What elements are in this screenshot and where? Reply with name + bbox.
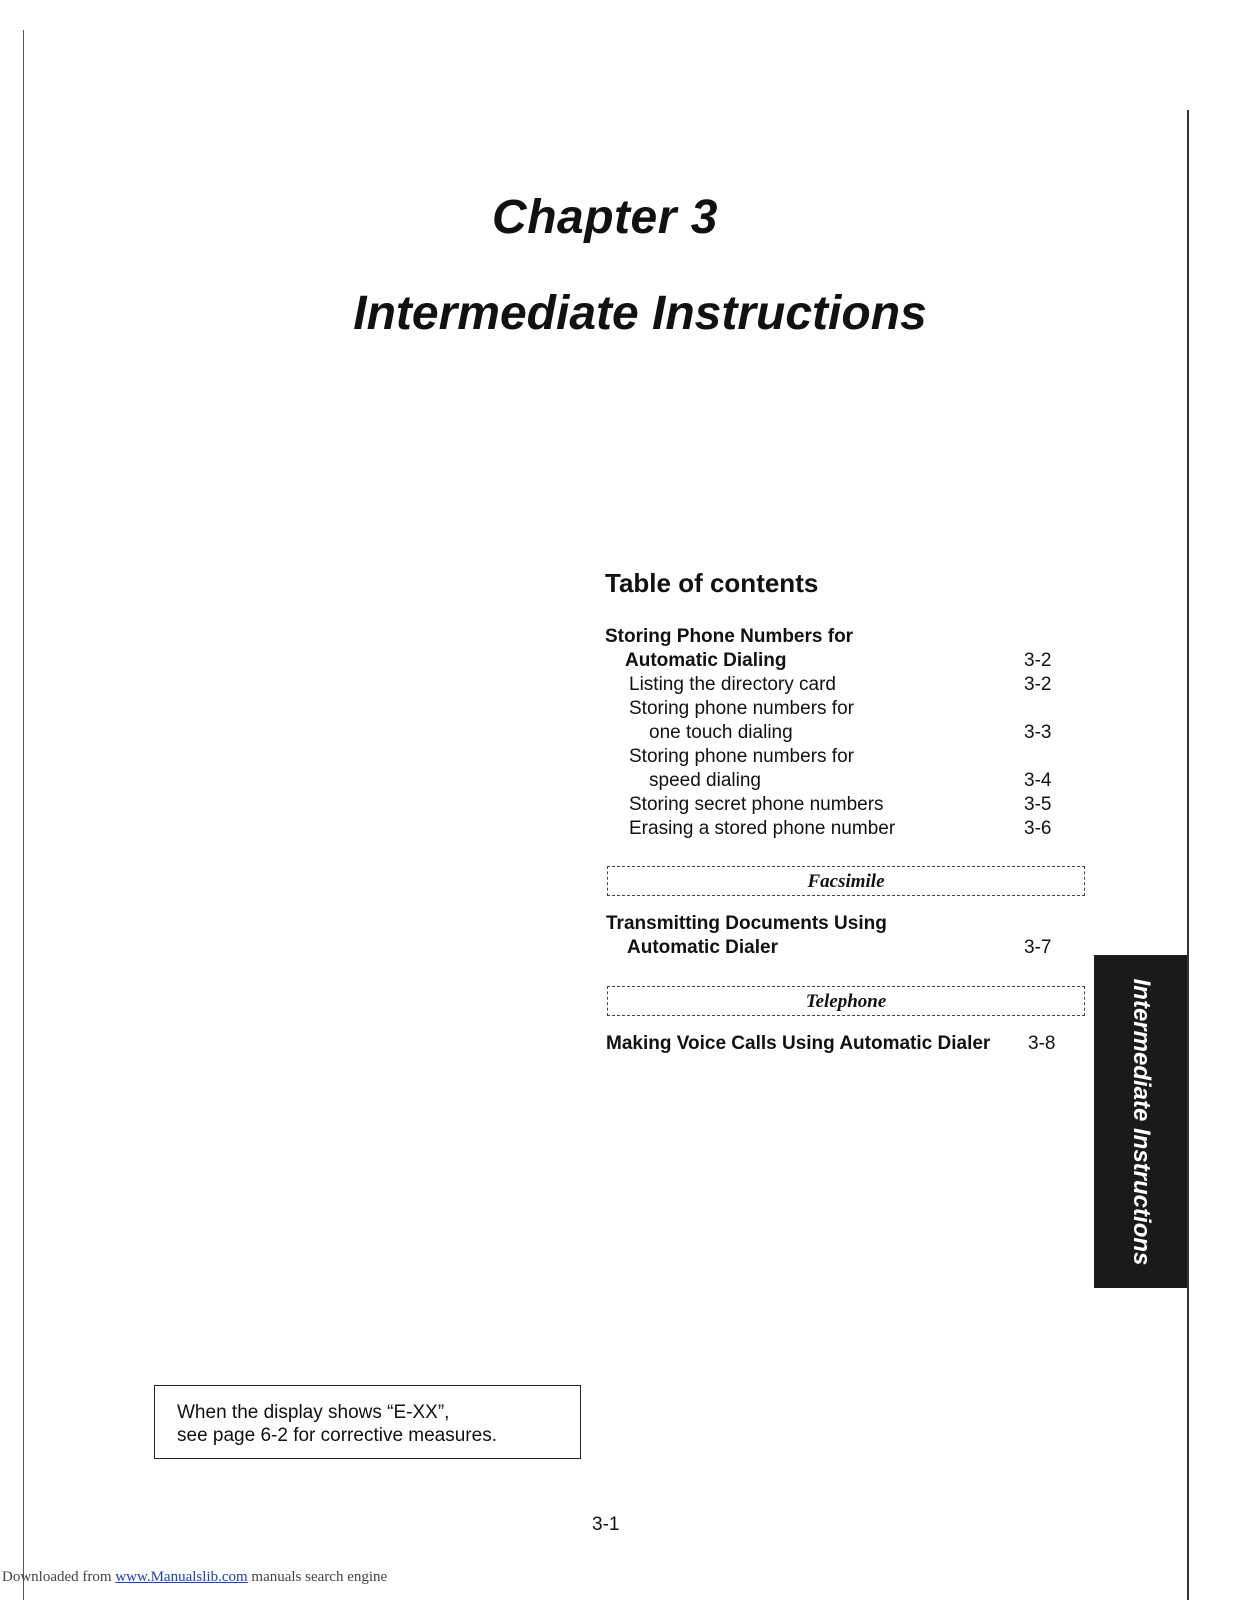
chapter-subtitle: Intermediate Instructions	[353, 287, 927, 340]
toc-facsimile-title-line1: Transmitting Documents Using	[606, 913, 887, 934]
left-margin-rule	[23, 30, 24, 1600]
footer-prefix: Downloaded from	[2, 1569, 116, 1585]
toc-facsimile-title-line2: Automatic Dialer	[627, 937, 778, 958]
toc-telephone-page: 3-8	[1028, 1033, 1056, 1054]
chapter-side-tab	[1094, 955, 1187, 1288]
side-tab-label: Intermediate Instructions	[1127, 978, 1155, 1265]
telephone-section-box	[607, 986, 1085, 1016]
toc-item-label-continued: speed dialing	[649, 770, 761, 791]
toc-heading: Table of contents	[605, 568, 819, 598]
note-line: When the display shows “E-XX”,	[177, 1402, 450, 1423]
download-footer	[2, 1569, 387, 1586]
chapter-title: Chapter 3	[492, 191, 718, 244]
page-number: 3-1	[592, 1514, 620, 1535]
toc-item-page: 3-2	[1024, 674, 1052, 695]
note-line: see page 6-2 for corrective measures.	[177, 1425, 497, 1446]
toc-item-label: Erasing a stored phone number	[629, 818, 896, 839]
manualslib-link[interactable]: www.Manualslib.com	[115, 1569, 248, 1585]
facsimile-section-label: Facsimile	[807, 871, 885, 892]
toc-item-page: 3-6	[1024, 818, 1052, 839]
toc-item-page: 3-3	[1024, 722, 1052, 743]
toc-item-page: 3-4	[1024, 770, 1052, 791]
toc-facsimile-page: 3-7	[1024, 937, 1052, 958]
toc-item-label: Listing the directory card	[629, 674, 836, 695]
error-note-box	[154, 1385, 581, 1459]
toc-item-page: 3-5	[1024, 794, 1052, 815]
toc-section-page: 3-2	[1024, 650, 1052, 671]
toc-telephone-title: Making Voice Calls Using Automatic Dialer	[606, 1033, 991, 1054]
toc-item-label: Storing phone numbers for	[629, 746, 854, 767]
telephone-section-label: Telephone	[805, 991, 887, 1012]
toc-section-title-line1: Storing Phone Numbers for	[605, 626, 854, 647]
toc-item-label-continued: one touch dialing	[649, 722, 793, 743]
toc-item-label: Storing phone numbers for	[629, 698, 854, 719]
facsimile-section-box	[607, 866, 1085, 896]
toc-item-label: Storing secret phone numbers	[629, 794, 884, 815]
footer-suffix: manuals search engine	[247, 1569, 388, 1585]
toc-section-title-line2: Automatic Dialing	[625, 650, 787, 671]
